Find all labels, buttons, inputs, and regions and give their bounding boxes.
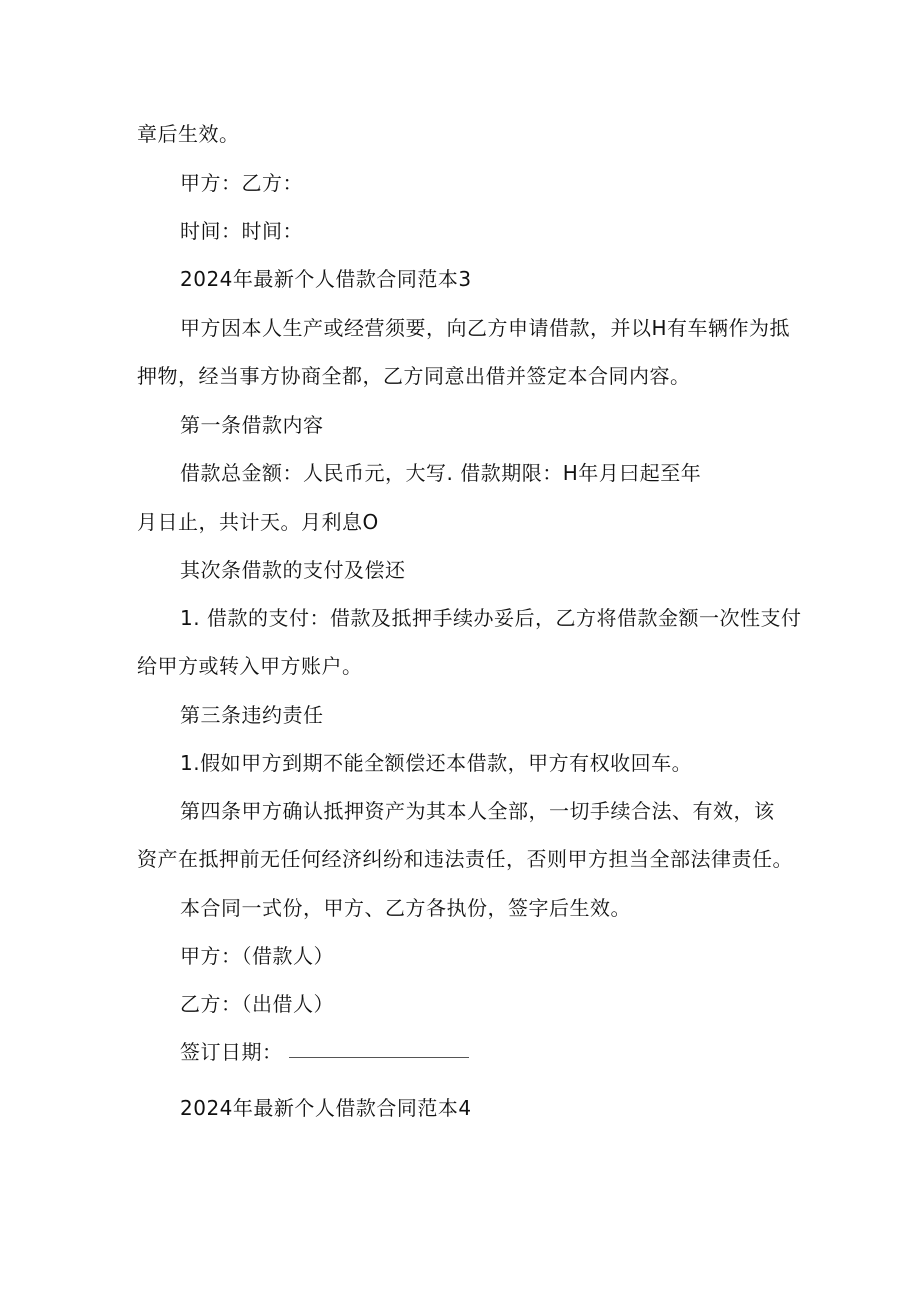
paragraph-line: 第四条甲方确认抵押资产为其本人全部，一切手续合法、有效，该 [180,799,775,823]
clause-heading: 第三条违约责任 [180,703,324,727]
paragraph-line: 借款总金额：人民币元，大写. 借款期限：H年月曰起至年 [180,461,702,485]
party-a-signature-label: 甲方：（借款人） [180,944,334,968]
time-label-line: 时间：时间： [180,219,303,243]
signing-date-blank [289,1057,469,1058]
paragraph-line: 月日止，共计天。月利息O [137,510,379,534]
paragraph-line: 甲方因本人生产或经营须要，向乙方申请借款，并以H有车辆作为抵 [180,316,791,340]
section-title: 2024年最新个人借款合同范本3 [180,267,472,291]
section-title: 2024年最新个人借款合同范本4 [180,1096,472,1120]
paragraph-line: 1. 借款的支付：借款及抵押手续办妥后，乙方将借款金额一次性支付 [180,606,802,630]
party-label-line: 甲方：乙方： [180,171,303,195]
signing-date-label: 签订日期： [180,1040,283,1064]
paragraph-line: 章后生效。 [137,122,240,146]
paragraph-line: 押物，经当事方协商全都，乙方同意出借并签定本合同内容。 [137,364,691,388]
paragraph-line: 1.假如甲方到期不能全额偿还本借款，甲方有权收回车。 [180,751,693,775]
paragraph-line: 本合同一式份，甲方、乙方各执份，签字后生效。 [180,896,631,920]
clause-heading: 其次条借款的支付及偿还 [180,558,406,582]
paragraph-line: 资产在抵押前无任何经济纠纷和违法责任，否则甲方担当全部法律责任。 [137,847,793,871]
clause-heading: 第一条借款内容 [180,413,324,437]
paragraph-line: 给甲方或转入甲方账户。 [137,654,363,678]
party-b-signature-label: 乙方：（出借人） [180,992,334,1016]
